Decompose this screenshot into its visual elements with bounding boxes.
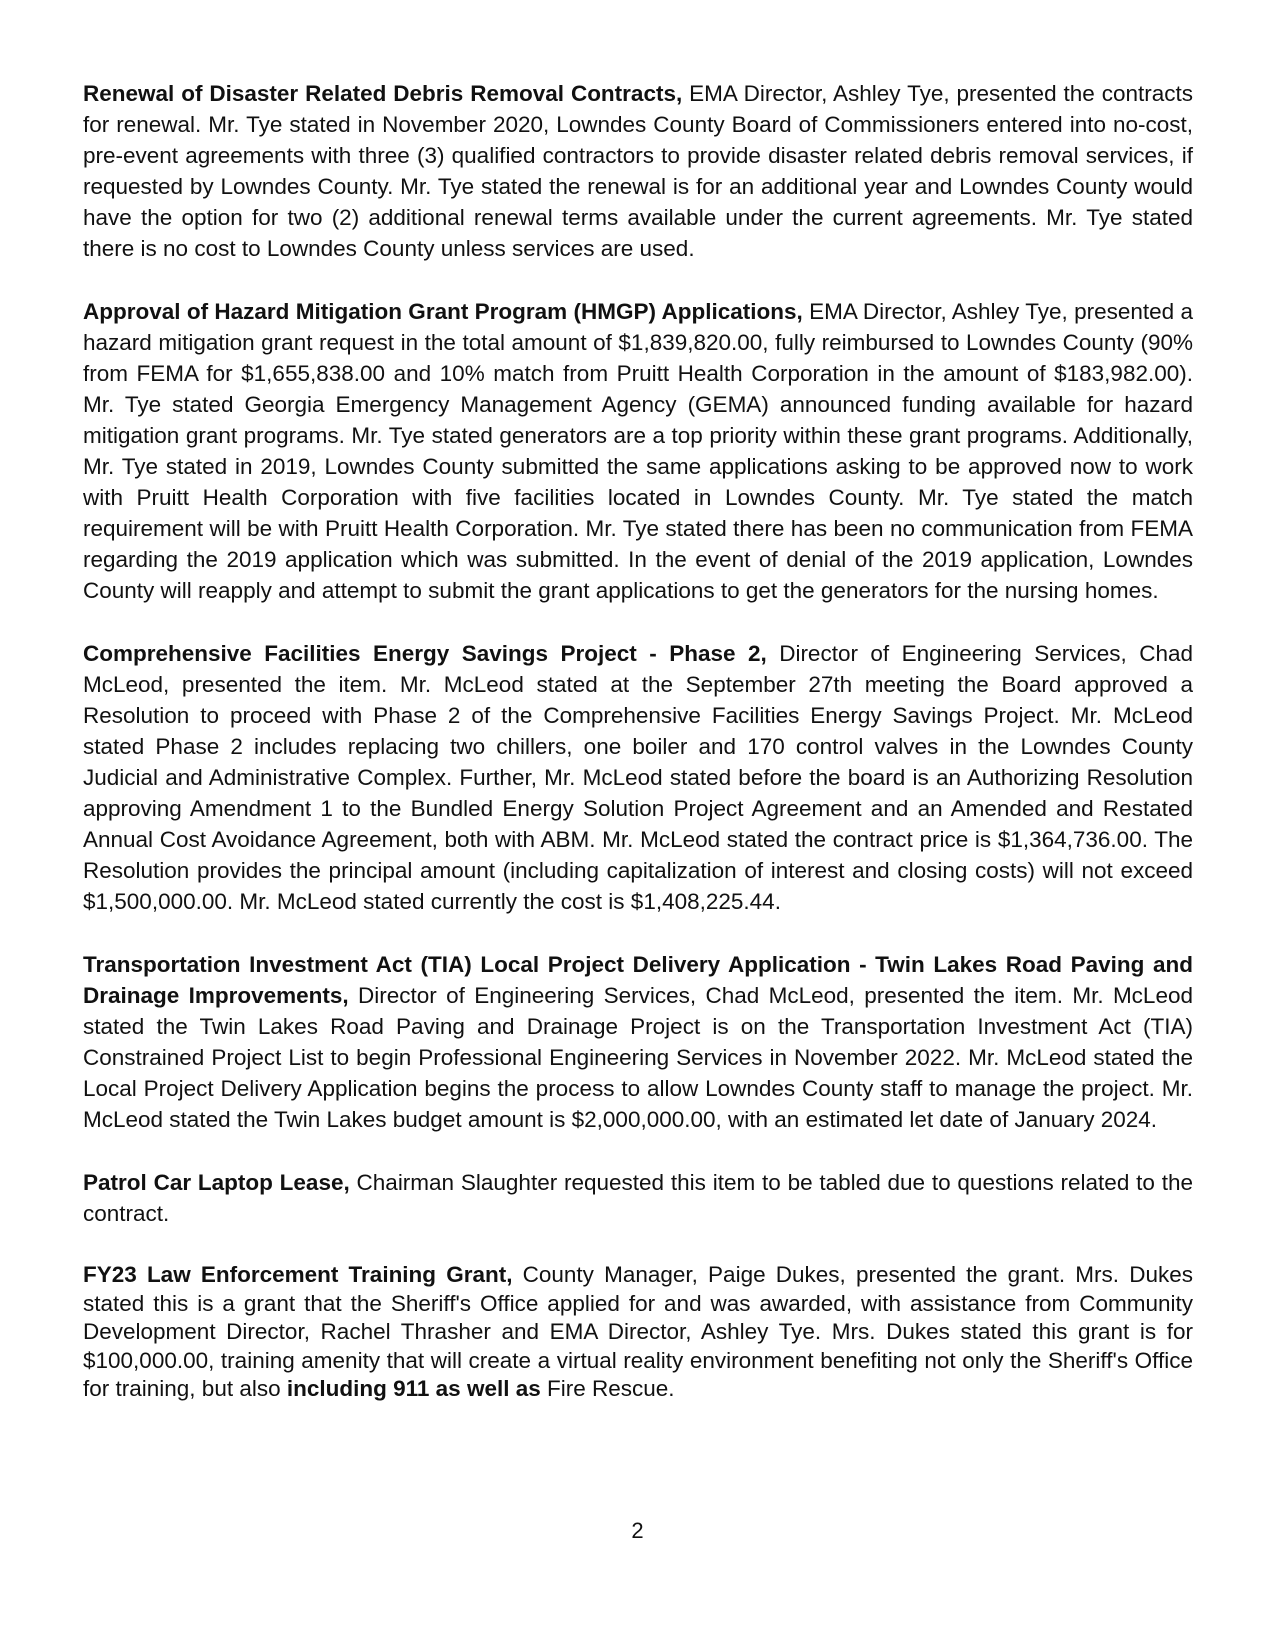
section-body: EMA Director, Ashley Tye, presented a hazard mitigation grant request in the total amount of $1,839,820.00, fully reimbursed to Lowndes County (90% from FEMA for $1,655,838.00 and 10% match from Pruitt Health Corporation in the amount of $183,982.00). Mr. Tye stated Georgia Emergency Management Agency (GEMA) announced funding available for hazard mitigation grant programs. Mr. Tye stated generators are a top priority within these grant programs. Additionally, Mr. Tye stated in 2019, Lowndes County submitted the same applications asking to be approved now to work with Pruitt Health Corporation with five facilities located in Lowndes County. Mr. Tye stated the match requirement will be with Pruitt Health Corporation. Mr. Tye stated there has been no communication from FEMA regarding the 2019 application which was submitted. In the event of denial of the 2019 application, Lowndes County will reapply and attempt to submit the grant applications to get the generators for the nursing homes. [83,299,1193,603]
section-body: Chairman Slaughter requested this item to be tabled due to questions related to the contract. [83,1170,1193,1226]
section-debris-removal [83,78,1193,264]
section-body-bold: including 911 as well as [286,1376,541,1401]
section-body: EMA Director, Ashley Tye, presented the contracts for renewal. Mr. Tye stated in November 2020, Lowndes County Board of Commissioners entered into no-cost, pre-event agreements with three (3) qualified contractors to provide disaster related debris removal services, if requested by Lowndes County. Mr. Tye stated the renewal is for an additional year and Lowndes County would have the option for two (2) additional renewal terms available under the current agreements. Mr. Tye stated there is no cost to Lowndes County unless services are used. [83,81,1193,261]
section-body-end: Fire Rescue. [540,1376,675,1401]
section-patrol-laptop [83,1167,1193,1229]
section-heading: Comprehensive Facilities Energy Savings Project - Phase 2, [83,641,767,666]
section-body: County Manager, Paige Dukes, presented the grant. Mrs. Dukes stated this is a grant that the Sheriff's Office applied for and was awarded, with assistance from Community Development Director, Rachel Thrasher and EMA Director, Ashley Tye. Mrs. Dukes stated this grant is for $100,000.00, training amenity that will create a virtual reality environment benefiting not only the Sheriff's Office for training, but also [83,1262,1193,1401]
page-number: 2 [631,1518,644,1543]
section-heading: Patrol Car Laptop Lease, [83,1170,350,1195]
section-energy-savings [83,638,1193,917]
section-heading: Renewal of Disaster Related Debris Removal Contracts, [83,81,683,106]
section-heading: FY23 Law Enforcement Training Grant, [83,1262,513,1287]
section-tia-twin-lakes [83,949,1193,1135]
section-training-grant [83,1261,1193,1404]
section-body: Director of Engineering Services, Chad McLeod, presented the item. Mr. McLeod stated at the September 27th meeting the Board approved a Resolution to proceed with Phase 2 of the Comprehensive Facilities Energy Savings Project. Mr. McLeod stated Phase 2 includes replacing two chillers, one boiler and 170 control valves in the Lowndes County Judicial and Administrative Complex. Further, Mr. McLeod stated before the board is an Authorizing Resolution approving Amendment 1 to the Bundled Energy Solution Project Agreement and an Amended and Restated Annual Cost Avoidance Agreement, both with ABM. Mr. McLeod stated the contract price is $1,364,736.00. The Resolution provides the principal amount (including capitalization of interest and closing costs) will not exceed $1,500,000.00. Mr. McLeod stated currently the cost is $1,408,225.44. [83,641,1193,914]
section-body: Director of Engineering Services, Chad McLeod, presented the item. Mr. McLeod stated the Twin Lakes Road Paving and Drainage Project is on the Transportation Investment Act (TIA) Constrained Project List to begin Professional Engineering Services in November 2022. Mr. McLeod stated the Local Project Delivery Application begins the process to allow Lowndes County staff to manage the project. Mr. McLeod stated the Twin Lakes budget amount is $2,000,000.00, with an estimated let date of January 2024. [83,983,1193,1132]
section-hmgp-applications [83,296,1193,606]
section-heading: Transportation Investment Act (TIA) Local Project Delivery Application - Twin Lakes Road Paving and Drainage Improvements, [83,952,1193,1008]
document-body [83,78,1193,1404]
section-heading: Approval of Hazard Mitigation Grant Program (HMGP) Applications, [83,299,803,324]
